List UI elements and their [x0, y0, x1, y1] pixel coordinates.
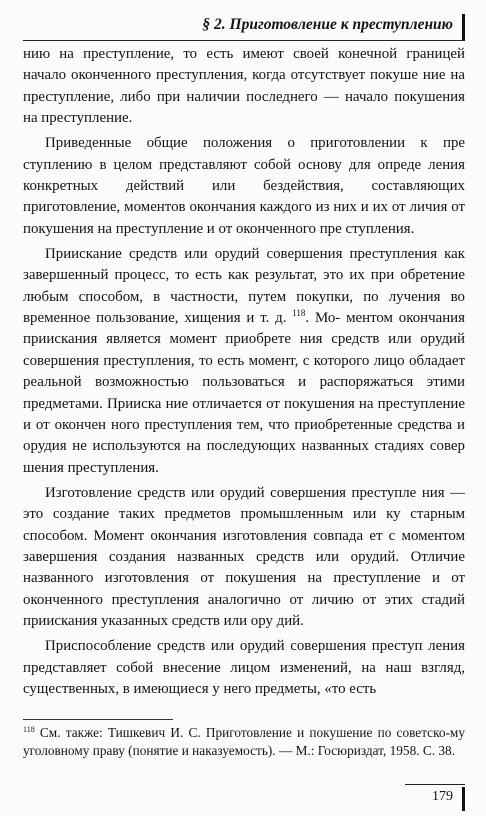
line: приготовление, моментов окончания каждого из них и их от — [23, 199, 406, 216]
footer-edge-bar — [462, 787, 466, 811]
line: старным способом. Момент окончания изготовления совпада — [23, 506, 465, 544]
line: ступления. — [345, 220, 415, 237]
line: Изготовление средств или орудий совершения преступле — [45, 484, 417, 501]
line: пользоваться и распоряжаться этими предметами. Прииска — [23, 374, 465, 412]
header-edge-bar — [462, 14, 466, 40]
line: ния — это создание таких предметов промышленным или ку — [23, 484, 465, 523]
line: орудий. Отличие названного изготовления от покушения на — [23, 548, 465, 587]
running-header-title: § 2. Приготовление к преступлению — [202, 16, 453, 33]
line: как завершенный процесс, то есть как результат, это их при — [23, 246, 465, 284]
main-text — [23, 44, 465, 700]
line: Приспособление средств или орудий совершения преступ — [45, 638, 423, 655]
line: ступлению в целом представляют собой основу для опреде — [23, 156, 422, 173]
line: Приискание средств или орудий совершения преступления — [45, 246, 445, 263]
line: дий. — [276, 612, 304, 629]
line: ет с моментом завершения создания названных средств или — [23, 527, 466, 565]
line: ления представляет собой внесение лицом изменений, на наш — [23, 638, 465, 676]
paragraph-3 — [23, 244, 465, 479]
line: ния средств или орудий совершения преступления, то есть — [23, 331, 465, 369]
line: личия от покушения на преступление и от оконченного пре — [23, 199, 465, 237]
paragraph-4 — [23, 483, 465, 632]
line: преступление и от оконченного преступления аналогично от — [23, 570, 465, 608]
line: Приведенные общие положения о приготовлении к пре — [45, 135, 465, 152]
line: ментом окончания приискания является момент приобрете — [23, 310, 465, 348]
line-tail: . Мо- — [305, 310, 341, 327]
running-header — [23, 12, 465, 41]
paragraph-5 — [23, 636, 465, 700]
line: нию на преступление, то есть имеют своей конечной границей — [23, 46, 465, 62]
line: личию от этих стадий приискания указанных средств или ору — [23, 591, 465, 629]
line: ние на преступление, либо при наличии последнего — начало — [23, 67, 465, 105]
footnote-divider — [23, 719, 173, 720]
line: покушения на преступление. — [23, 88, 465, 127]
line: момент, с которого лицо обладает реальной возможностью — [23, 352, 466, 391]
line: шения преступления. — [23, 459, 159, 476]
paragraph-2 — [23, 133, 465, 240]
line: лучения во временное пользование, хищения и т. д. — [23, 288, 465, 327]
footnote-ref-118[interactable]: 118 — [292, 308, 306, 319]
line: ления конкретных действий или бездействия, составляющих — [23, 156, 465, 195]
line: ние отличается от покушения на преступление и от окончен — [23, 395, 465, 433]
paragraph-1 — [23, 44, 465, 129]
page-footer — [405, 784, 465, 811]
book-page — [23, 0, 465, 816]
footnote-118 — [23, 724, 465, 761]
line: взгляд, существенных, в имеющиеся у него предметы, «то есть — [23, 659, 465, 697]
page-number: 179 — [432, 789, 453, 804]
footnote-number: 118 — [23, 725, 35, 734]
line: обретение любым способом, в частности, путем покупки, по — [23, 267, 465, 305]
line: не используются на последующих названных стадиях совер — [72, 438, 465, 455]
footnote-text: См. также: Тишкевич И. С. Приготовление и покушение по советско-му уголовному праву (понятие и наказуемость). — М.: Госюриздат, 1958. С. 38. — [23, 725, 465, 759]
line: ного преступления тем, что приобретенные средства и орудия — [23, 416, 465, 455]
line: начало оконченного преступления, когда отсутствует покуше — [23, 67, 418, 84]
